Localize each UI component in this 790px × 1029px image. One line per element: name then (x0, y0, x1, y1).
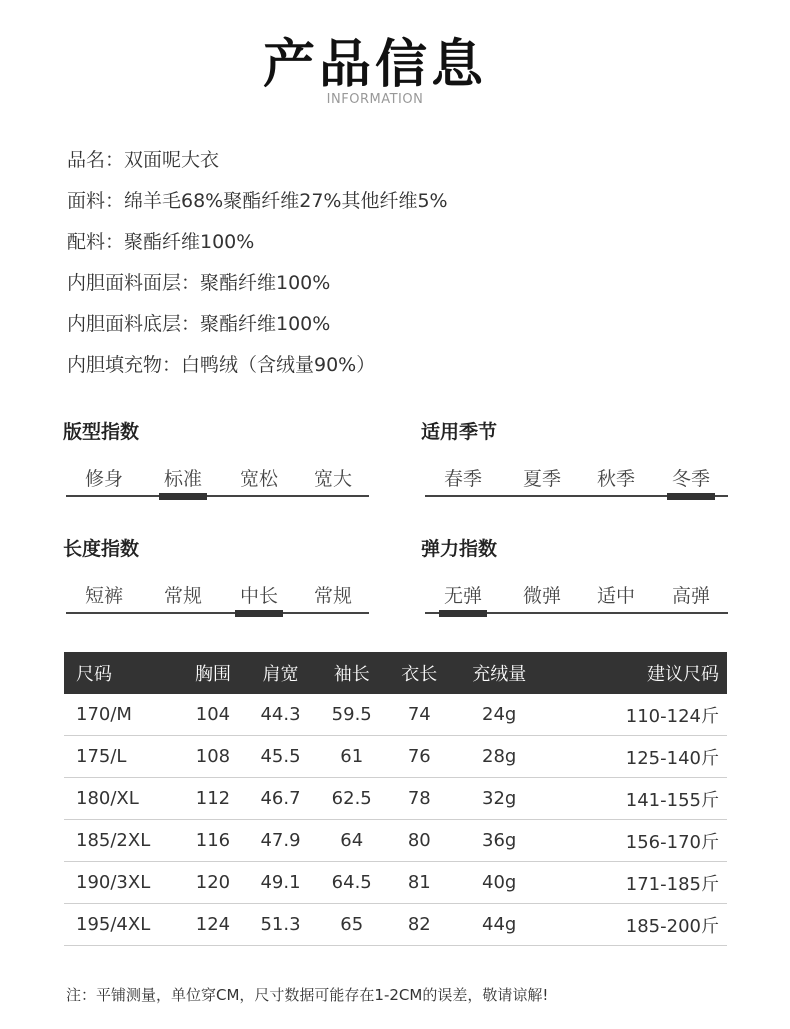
table-cell: 44.3 (245, 694, 316, 736)
table-cell: 185-200斤 (547, 904, 727, 946)
stretch-option: 高弹 (671, 585, 710, 607)
info-row-lining-top: 内胆面料面层：聚酯纤维100% (67, 272, 331, 294)
info-row-name: 品名：双面呢大衣 (67, 149, 220, 171)
table-cell: 125-140斤 (547, 736, 727, 778)
table-cell: 51.3 (245, 904, 316, 946)
table-cell: 76 (387, 736, 451, 778)
col-header-fill: 充绒量 (451, 652, 547, 694)
length-index-title: 长度指数 (63, 538, 140, 560)
table-cell: 116 (181, 820, 245, 862)
table-cell: 190/3XL (64, 862, 181, 904)
table-cell: 171-185斤 (547, 862, 727, 904)
fit-index-line (66, 495, 369, 497)
table-cell: 28g (451, 736, 547, 778)
length-option: 常规 (313, 585, 352, 607)
table-row (64, 778, 727, 820)
table-cell: 61 (316, 736, 387, 778)
table-cell: 112 (181, 778, 245, 820)
col-header-sleeve: 袖长 (316, 652, 387, 694)
length-index-line (66, 612, 369, 614)
col-header-chest: 胸围 (181, 652, 245, 694)
season-option: 冬季 (671, 468, 710, 490)
info-row-lining-bottom: 内胆面料底层：聚酯纤维100% (67, 313, 331, 335)
stretch-index-marker (439, 610, 487, 617)
size-table-header (64, 652, 727, 694)
table-cell: 32g (451, 778, 547, 820)
info-row-trim: 配料：聚酯纤维100% (67, 231, 255, 253)
season-index-title: 适用季节 (421, 421, 498, 443)
fit-option: 修身 (84, 468, 123, 490)
table-cell: 64.5 (316, 862, 387, 904)
table-cell: 80 (387, 820, 451, 862)
table-cell: 108 (181, 736, 245, 778)
col-header-recommend: 建议尺码 (547, 652, 727, 694)
table-cell: 44g (451, 904, 547, 946)
table-cell: 47.9 (245, 820, 316, 862)
fit-index-marker (159, 493, 207, 500)
table-row (64, 736, 727, 778)
table-cell: 46.7 (245, 778, 316, 820)
table-cell: 82 (387, 904, 451, 946)
season-option: 夏季 (522, 468, 561, 490)
page-title: 产品信息 (262, 35, 487, 95)
fit-option: 宽大 (313, 468, 352, 490)
table-cell: 180/XL (64, 778, 181, 820)
info-row-filling: 内胆填充物：白鸭绒（含绒量90%） (67, 354, 376, 376)
table-cell: 64 (316, 820, 387, 862)
table-cell: 104 (181, 694, 245, 736)
fit-option: 宽松 (239, 468, 278, 490)
table-cell: 81 (387, 862, 451, 904)
table-cell: 141-155斤 (547, 778, 727, 820)
stretch-option: 无弹 (443, 585, 482, 607)
col-header-size: 尺码 (64, 652, 181, 694)
page-subtitle: INFORMATION (326, 92, 424, 107)
length-option: 短裤 (84, 585, 123, 607)
measurement-note: 注：平铺测量，单位穿CM，尺寸数据可能存在1-2CM的误差，敬请谅解! (66, 986, 549, 1004)
season-option: 秋季 (596, 468, 635, 490)
table-cell: 74 (387, 694, 451, 736)
table-row (64, 694, 727, 736)
season-option: 春季 (443, 468, 482, 490)
stretch-option: 适中 (596, 585, 635, 607)
stretch-index (421, 535, 731, 607)
product-info (67, 145, 448, 391)
size-table (64, 652, 727, 946)
col-header-shoulder: 肩宽 (245, 652, 316, 694)
table-cell: 110-124斤 (547, 694, 727, 736)
table-cell: 156-170斤 (547, 820, 727, 862)
info-row-fabric: 面料：绵羊毛68%聚酯纤维27%其他纤维5% (67, 190, 448, 212)
table-cell: 40g (451, 862, 547, 904)
col-header-length: 衣长 (387, 652, 451, 694)
table-cell: 124 (181, 904, 245, 946)
table-cell: 36g (451, 820, 547, 862)
fit-index (63, 418, 373, 490)
table-cell: 120 (181, 862, 245, 904)
table-row (64, 904, 727, 946)
table-cell: 45.5 (245, 736, 316, 778)
length-index-marker (235, 610, 283, 617)
table-cell: 195/4XL (64, 904, 181, 946)
table-cell: 65 (316, 904, 387, 946)
fit-option: 标准 (163, 468, 202, 490)
season-index-marker (667, 493, 715, 500)
table-cell: 185/2XL (64, 820, 181, 862)
table-cell: 24g (451, 694, 547, 736)
table-cell: 170/M (64, 694, 181, 736)
length-option: 中长 (239, 585, 278, 607)
table-row (64, 820, 727, 862)
table-cell: 49.1 (245, 862, 316, 904)
table-cell: 62.5 (316, 778, 387, 820)
table-row (64, 862, 727, 904)
table-cell: 175/L (64, 736, 181, 778)
table-cell: 59.5 (316, 694, 387, 736)
season-index (421, 418, 731, 490)
stretch-index-title: 弹力指数 (421, 538, 498, 560)
length-index (63, 535, 373, 607)
stretch-option: 微弹 (522, 585, 561, 607)
length-option: 常规 (163, 585, 202, 607)
table-cell: 78 (387, 778, 451, 820)
fit-index-title: 版型指数 (63, 421, 140, 443)
